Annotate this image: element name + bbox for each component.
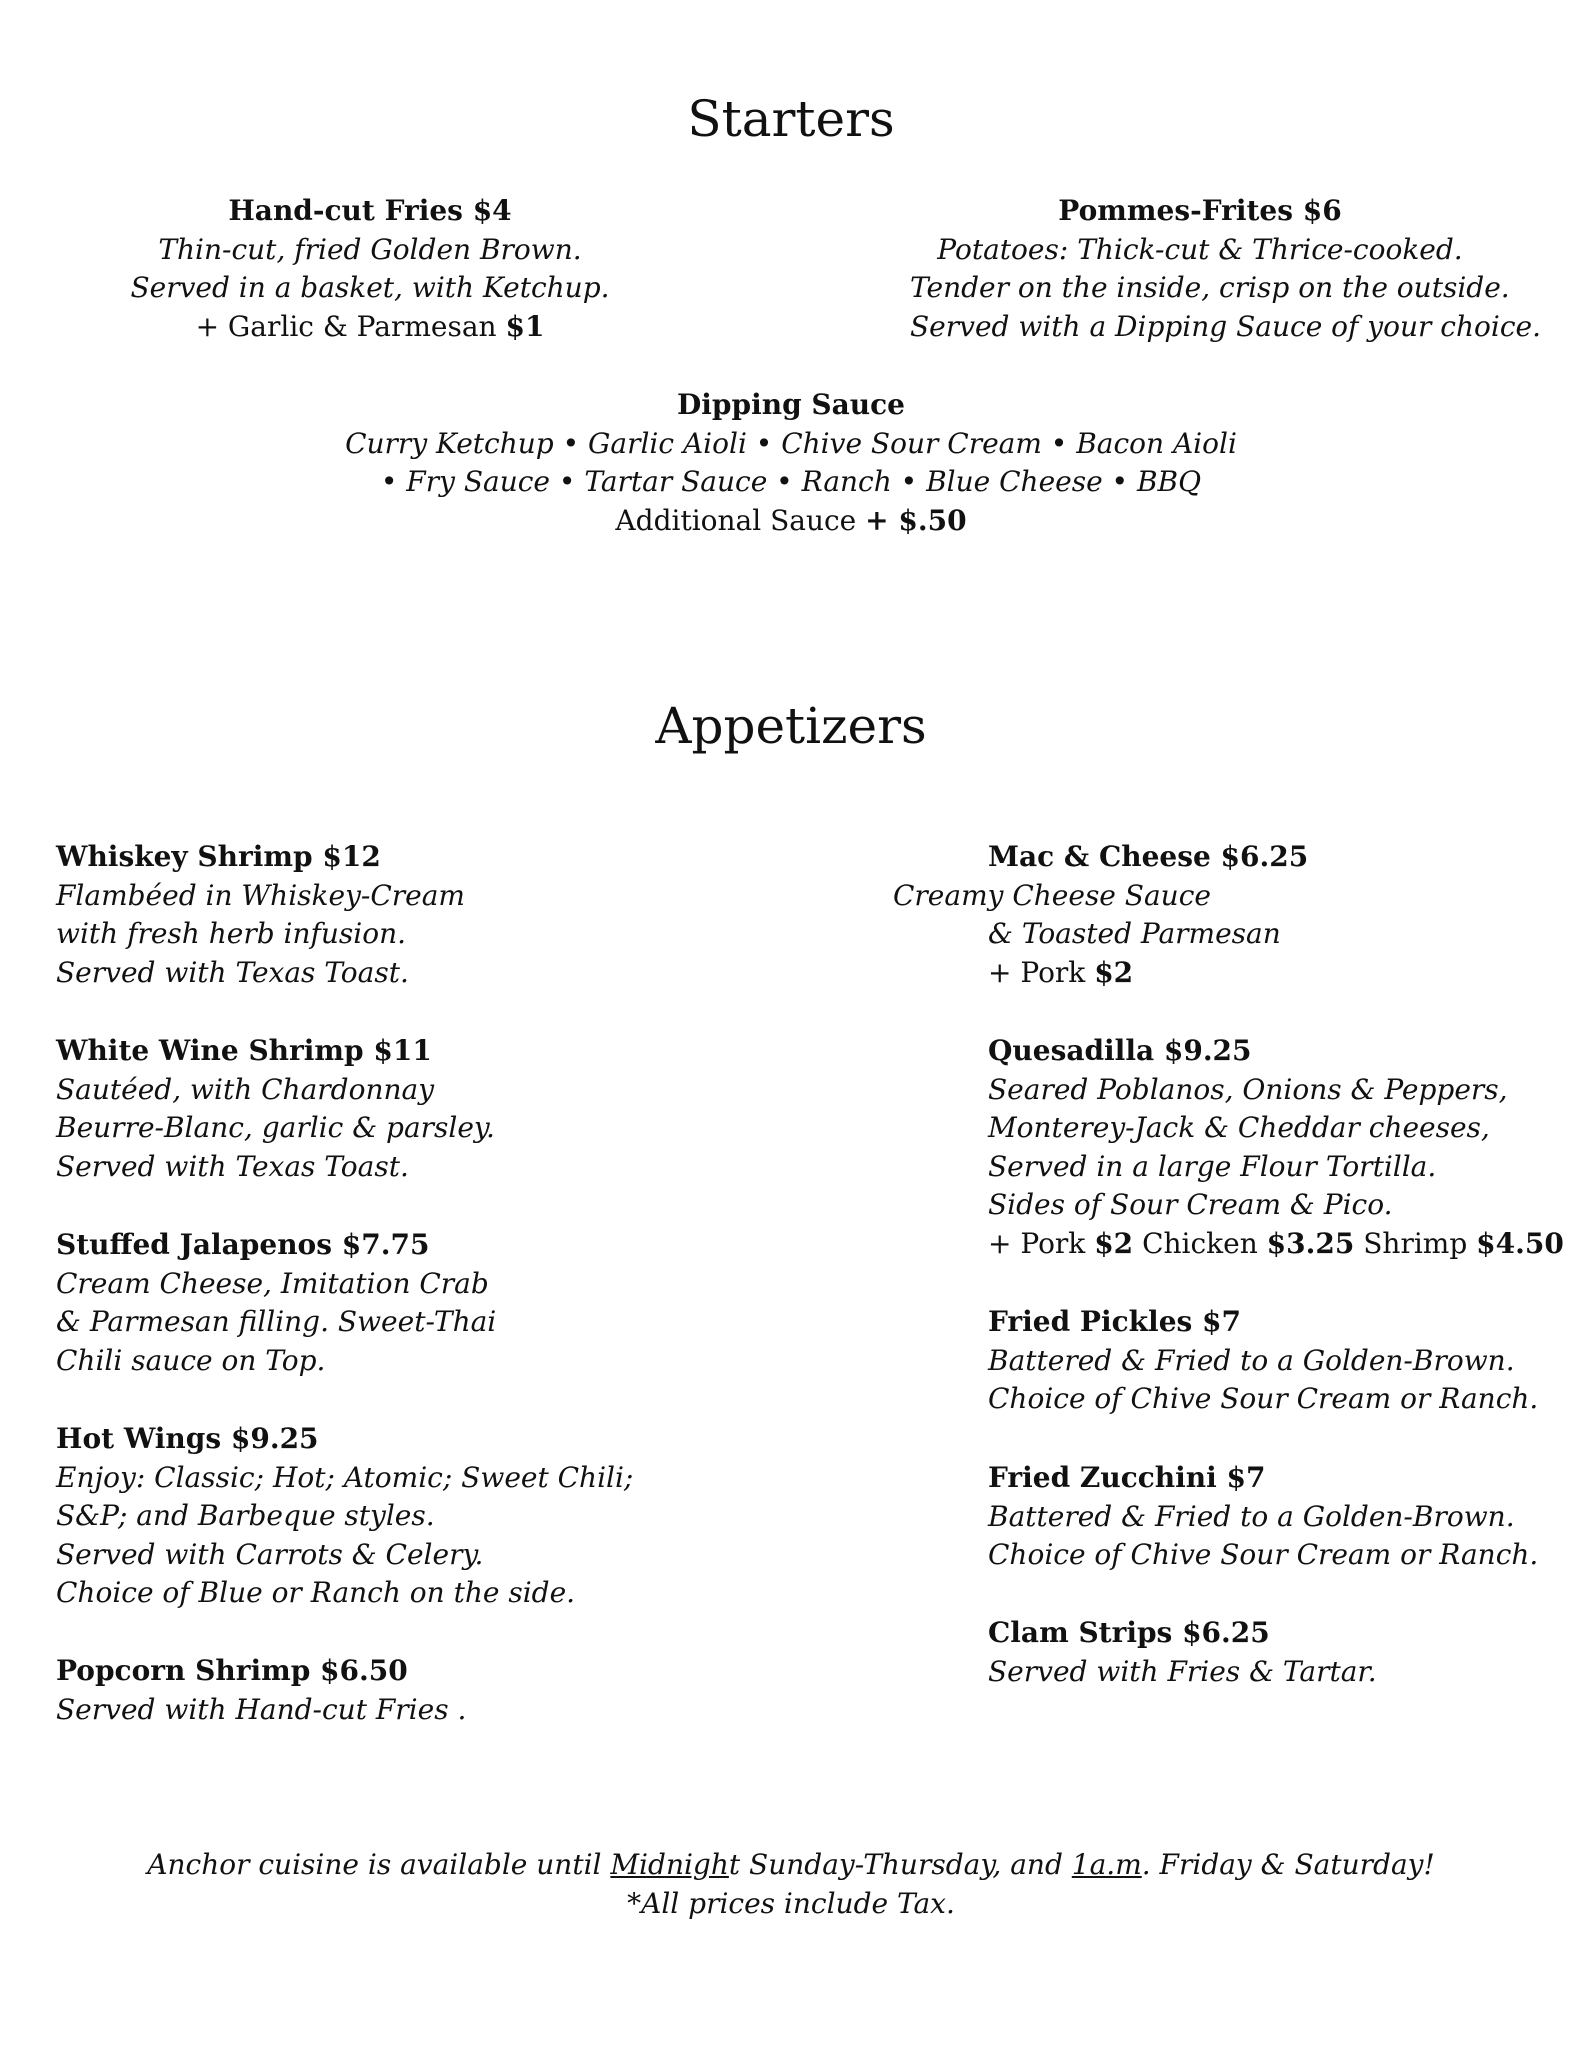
item-desc-line: Thin-cut, fried Golden Brown. (158, 232, 582, 266)
addon-label: Chicken (1142, 1226, 1258, 1260)
appetizers-heading: Appetizers (655, 697, 927, 755)
item-desc-line: Flambéed in Whiskey-Cream (56, 878, 465, 912)
item-desc-line: Sautéed, with Chardonnay (56, 1072, 435, 1106)
item-desc-line: Choice of Chive Sour Cream or Ranch. (988, 1538, 1539, 1571)
item-desc-line: & Parmesan filling. Sweet-Thai (56, 1305, 497, 1338)
footer-note (0, 1846, 1582, 1923)
addon-label: + Pork (988, 1226, 1086, 1260)
item-addon (130, 308, 610, 347)
item-name: White Wine Shrimp $11 (56, 1034, 432, 1067)
item-name: Clam Strips $6.25 (988, 1616, 1270, 1649)
additional-price: + $.50 (865, 503, 967, 537)
starters-heading: Starters (687, 90, 895, 148)
item-desc-line: Choice of Blue or Ranch on the side. (56, 1576, 576, 1609)
sauce-list-line: Curry Ketchup • Garlic Aioli • Chive Sour Cream • Bacon Aioli (345, 426, 1237, 460)
addon-price: $2 (1094, 1226, 1134, 1260)
item-desc-line: Creamy Cheese Sauce (893, 878, 1211, 912)
item-desc-line: Battered & Fried to a Golden-Brown. (988, 1499, 1515, 1533)
item-desc-line: Tender on the inside, crisp on the outside. (910, 271, 1510, 304)
menu-item-popcorn-shrimp (56, 1652, 676, 1729)
item-addons (988, 1225, 1568, 1264)
item-name: Dipping Sauce (677, 388, 905, 421)
item-desc-line: Sides of Sour Cream & Pico. (988, 1188, 1393, 1221)
addon-label: + Pork (988, 955, 1086, 989)
menu-item-whiskey-shrimp (56, 838, 676, 992)
item-desc-line: Chili sauce on Top. (56, 1343, 326, 1377)
item-desc-line: & Toasted Parmesan (988, 917, 1281, 950)
midnight-underlined: Midnigh (610, 1848, 729, 1881)
addon-price: $3.25 (1266, 1226, 1355, 1260)
menu-item-fried-zucchini (988, 1459, 1568, 1575)
item-desc-line: with fresh herb infusion. (56, 917, 407, 950)
sauce-list-line: • Fry Sauce • Tartar Sauce • Ranch • Blue Cheese • BBQ (380, 465, 1202, 498)
addon-label: + Garlic & Parmesan (195, 309, 497, 343)
item-desc-line: Beurre-Blanc, garlic & parsley. (56, 1111, 495, 1144)
item-desc-line: Choice of Chive Sour Cream or Ranch. (988, 1382, 1539, 1415)
item-name: Pommes-Frites $6 (1058, 194, 1342, 227)
item-desc-line: Enjoy: Classic; Hot; Atomic; Sweet Chili; (56, 1460, 634, 1494)
menu-item-pommes-frites (910, 192, 1541, 346)
menu-item-fried-pickles (988, 1303, 1568, 1419)
item-desc-line: Cream Cheese, Imitation Crab (56, 1266, 489, 1300)
item-name: Popcorn Shrimp $6.50 (56, 1654, 408, 1687)
menu-item-dipping-sauce (341, 386, 1241, 540)
item-desc-line: S&P; and Barbeque styles. (56, 1499, 435, 1532)
item-desc-line: Seared Poblanos, Onions & Peppers, (988, 1072, 1508, 1106)
menu-item-hand-cut-fries (130, 192, 610, 346)
menu-item-stuffed-jalapenos (56, 1226, 676, 1380)
item-name: Mac & Cheese $6.25 (988, 840, 1309, 873)
hours-text: Anchor cuisine is available until (147, 1848, 611, 1881)
hours-text: t (728, 1848, 741, 1881)
item-name: Fried Pickles $7 (988, 1305, 1241, 1338)
hours-text: Sunday-Thursday, and (740, 1848, 1072, 1881)
addon-price: $4.50 (1476, 1226, 1564, 1260)
addon-price: $2 (1094, 955, 1134, 989)
addon-price: $1 (505, 309, 545, 343)
menu-item-mac-cheese (893, 838, 1553, 992)
late-hour-underlined: 1a.m (1071, 1848, 1142, 1881)
menu-item-white-wine-shrimp (56, 1032, 676, 1186)
menu-item-hot-wings (56, 1420, 676, 1613)
tax-note: *All prices include Tax. (627, 1886, 955, 1920)
hours-text: . Friday & Saturday! (1141, 1848, 1435, 1881)
item-desc-line: Served with Texas Toast. (56, 955, 409, 989)
item-name: Stuffed Jalapenos $7.75 (56, 1228, 430, 1261)
item-addon (893, 954, 1553, 993)
item-name: Whiskey Shrimp $12 (56, 840, 381, 873)
item-desc-line: Served in a large Flour Tortilla. (988, 1149, 1437, 1183)
item-desc-line: Served with Fries & Tartar. (988, 1654, 1377, 1688)
item-desc-line: Monterey-Jack & Cheddar cheeses, (988, 1111, 1490, 1144)
item-name: Hot Wings $9.25 (56, 1422, 319, 1455)
item-name: Hand-cut Fries $4 (228, 194, 512, 227)
hours-note (0, 1846, 1582, 1885)
item-desc-line: Battered & Fried to a Golden-Brown. (988, 1343, 1515, 1377)
addon-label: Shrimp (1363, 1226, 1468, 1260)
item-name: Quesadilla $9.25 (988, 1034, 1252, 1067)
item-name: Fried Zucchini $7 (988, 1461, 1266, 1494)
item-desc-line: Served with Texas Toast. (56, 1149, 409, 1183)
menu-item-quesadilla (988, 1032, 1568, 1263)
additional-label: Additional Sauce (615, 503, 857, 537)
item-desc-line: Potatoes: Thick-cut & Thrice-cooked. (937, 232, 1463, 266)
item-desc-line: Served with Hand-cut Fries . (56, 1692, 467, 1726)
additional-sauce (341, 502, 1241, 541)
item-desc-line: Served in a basket, with Ketchup. (130, 271, 610, 304)
item-desc-line: Served with Carrots & Celery. (56, 1537, 484, 1571)
item-desc-line: Served with a Dipping Sauce of your choice. (910, 309, 1541, 343)
menu-item-clam-strips (988, 1614, 1568, 1691)
